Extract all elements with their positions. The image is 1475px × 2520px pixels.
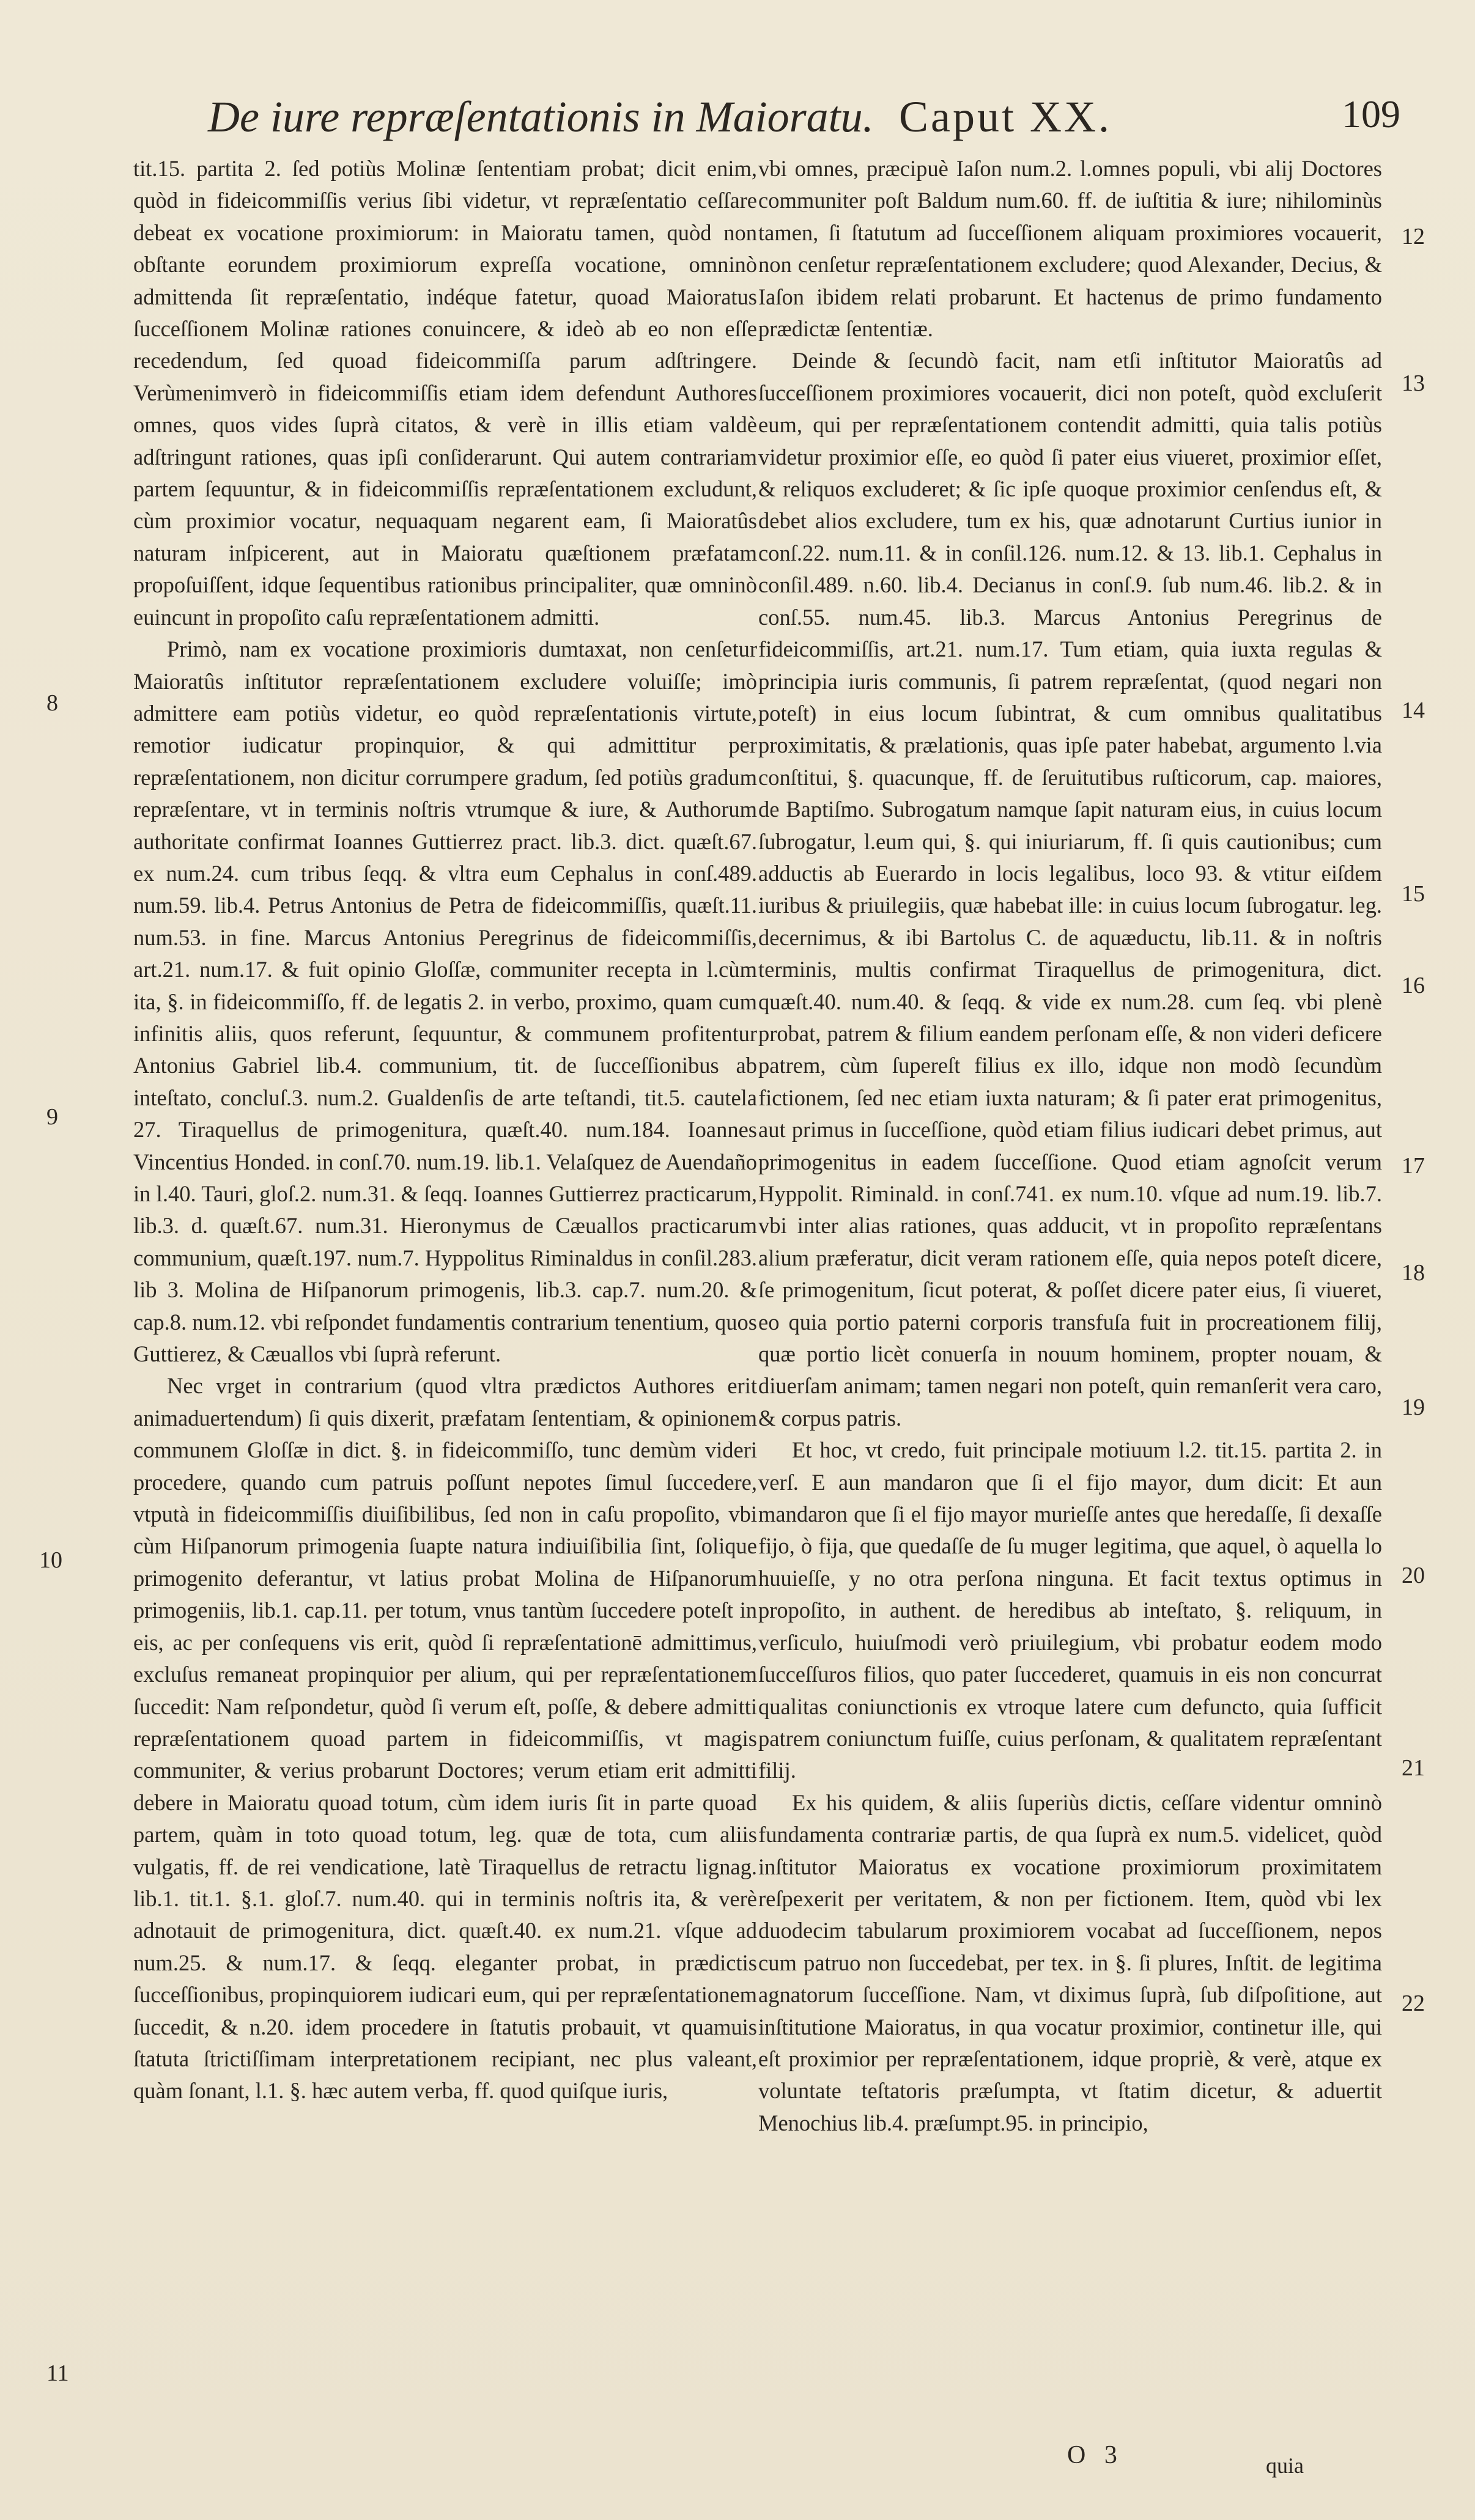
running-title: De iure repræſentationis in Maioratu. xyxy=(208,92,874,141)
margin-number: 12 xyxy=(1402,224,1425,249)
paragraph: vbi omnes, præcipuè Iaſon num.2. l.omnes populi, vbi alij Doctores communiter poſt Baldum num.60. ff. de iuſtitia & iure; nihilominùs tamen, ſi ſtatutum ad ſucceſſionem aliquam proximiores vocauerit, non cenſetur repræſentationem excludere; quod Alexander, Decius, & Iaſon ibidem relati probarunt. Et hactenus de primo fundamento prædictæ ſententiæ. xyxy=(758,156,1382,342)
left-column xyxy=(133,153,757,2107)
margin-number: 18 xyxy=(1402,1260,1425,1286)
right-column xyxy=(758,153,1382,2139)
margin-number: 15 xyxy=(1402,881,1425,907)
paragraph: Ex his quidem, & aliis ſuperiùs dictis, ceſſare videntur omninò fundamenta contrariæ partis, de qua ſuprà ex num.5. videlicet, quòd inſtitutor Maioratus ex vocatione proximiorum proximitatem reſpexerit per veritatem, & non per fictionem. Item, quòd vbi lex duodecim tabularum proximiorem vocabat ad ſucceſſionem, nepos cum patruo non ſuccedebat, per tex. in §. ſi plures, Inſtit. de legitima agnatorum ſucceſſione. Nam, vt diximus ſuprà, ſub diſpoſitione, aut inſtitutione Maioratus, in qua vocatur proximior, continetur ille, qui eſt proximior per repræſentationem, idque propriè, & verè, atque ex voluntate teſtatoris præſumpta, vt ſtatim dicetur, & aduertit Menochius lib.4. præſumpt.95. in principio, xyxy=(758,1789,1382,2135)
margin-number: 16 xyxy=(1402,973,1425,998)
chapter-label: Caput XX. xyxy=(899,92,1112,141)
signature-mark: O 3 xyxy=(1067,2441,1123,2469)
margin-number: 10 xyxy=(39,1547,62,1573)
margin-number: 19 xyxy=(1402,1394,1425,1420)
paragraph: Et hoc, vt credo, fuit principale motiuum l.2. tit.15. partita 2. in verſ. E aun mandaron que ſi el fijo mayor, dum dicit: Et aun mandaron que ſi el fijo mayor murieſſe antes que heredaſſe, ſi dexaſſe fijo, ò fija, que quedaſſe de ſu muger legitima, que aquel, ò aquella lo huuieſſe, y no otra perſona ninguna. Et facit textus optimus in propoſito, in authent. de heredibus ab inteſtato, §. reliquum, in verſiculo, huiuſmodi verò priuilegium, vbi probatur eodem modo ſucceſſuros filios, quo pater ſuccederet, quamuis in eis non concurrat qualitas coniunctionis ex vtroque latere cum defuncto, quia ſufficit patrem coniunctum fuiſſe, cuius perſonam, & qualitatem repræſentant filij. xyxy=(758,1437,1382,1783)
margin-number: 14 xyxy=(1402,698,1425,723)
paragraph: Deinde & ſecundò facit, nam etſi inſtitutor Maioratûs ad ſucceſſionem proximiores vocauerit, dici non poteſt, quòd excluſerit eum, qui per repræſentationem contendit admitti, quia talis potiùs videtur proximior eſſe, eo quòd ſi pater eius viueret, proximior eſſet, & reliquos excluderet; & ſic ipſe quoque proximior cenſendus eſt, & debet alios excludere, tum ex his, quæ adnotarunt Curtius iunior in conſ.22. num.11. & in conſil.126. num.12. & 13. lib.1. Cephalus in conſil.489. n.60. lib.4. Decianus in conſ.9. ſub num.46. lib.2. & in conſ.55. num.45. lib.3. Marcus Antonius Peregrinus de fideicommiſſis, art.21. num.17. Tum etiam, quia iuxta regulas & principia iuris communis, ſi patrem repræſentat, (quod negari non poteſt) in eius locum ſubintrat, & cum omnibus qualitatibus proximitatis, & prælationis, quas ipſe pater habebat, argumento l.via conſtitui, §. quacunque, ff. de ſeruitutibus ruſticorum, cap. maiores, de Baptiſmo. Subrogatum namque ſapit naturam eius, in cuius locum ſubrogatur, l.eum qui, §. qui iniuriarum, ff. ſi quis cautionibus; cum adductis ab Euerardo in locis legalibus, loco 93. & vtitur eiſdem iuribus & priuilegiis, quæ habebat ille: in cuius locum ſubrogatur. leg. decernimus, & ibi Bartolus C. de aquæductu, lib.11. & in noſtris terminis, multis confirmat Tiraquellus de primogenitura, dict. quæſt.40. num.40. & ſeqq. & vide ex num.28. cum ſeq. vbi plenè probat, patrem & filium eandem perſonam eſſe, & non videri deficere patrem, cùm ſupereſt filius ex illo, idque non modò ſecundùm fictionem, ſed nec etiam iuxta naturam; & ſi pater erat primogenitus, aut primus in ſucceſſione, quòd etiam filius iudicari debet primus, aut primogenitus in eadem ſucceſſione. Quod etiam agnoſcit verum Hyppolit. Riminald. in conſ.741. ex num.10. vſque ad num.19. lib.7. vbi inter alias rationes, quas adducit, vt in propoſito repræſentans alium præferatur, dicit veram rationem eſſe, quia nepos poteſt dicere, ſe primogenitum, ſicut poterat, & poſſet dicere pater eius, ſi viueret, eo quia portio paterni corporis transfuſa fuit in procreationem filij, quæ portio licèt conuerſa in nouum hominem, propter nouam, & diuerſam animam; tamen negari non poteſt, quin remanſerit vera caro, & corpus patris. xyxy=(758,348,1382,1431)
paragraph: tit.15. partita 2. ſed potiùs Molinæ ſententiam probat; dicit enim, quòd in fideicommiſſis verius ſibi videtur, vt repræſentatio ceſſare debeat ex vocatione proximiorum: in Maioratu tamen, quòd non obſtante eorundem proximiorum expreſſa vocatione, omninò admittenda ſit repræſentatio, indéque fatetur, quoad Maioratus ſucceſſionem Molinæ rationes conuincere, & ideò ab eo non eſſe recedendum, ſed quoad fideicommiſſa parum adſtringere. Verùmenimverò in fideicommiſſis etiam idem defendunt Authores omnes, quos vides ſuprà citatos, & verè in illis etiam valdè adſtringunt rationes, quas ipſi conſiderarunt. Qui autem contrariam partem ſequuntur, & in fideicommiſſis repræſentationem excludunt, cùm proximior vocatur, nequaquam negarent eam, ſi Maioratûs naturam inſpicerent, aut in Maioratu quæſtionem præfatam propoſuiſſent, idque ſequentibus rationibus principaliter, quæ omninò euincunt in propoſito caſu repræſentationem admitti. xyxy=(133,156,757,630)
page-number: 109 xyxy=(1342,92,1400,136)
running-header xyxy=(208,92,1400,147)
margin-number: 11 xyxy=(46,2360,69,2386)
margin-number: 21 xyxy=(1402,1755,1425,1781)
paragraph: Nec vrget in contrarium (quod vltra prædictos Authores erit animaduertendum) ſi quis dixerit, præfatam ſententiam, & opinionem communem Gloſſæ in dict. §. in fideicommiſſo, tunc demùm videri procedere, quando cum patruis poſſunt nepotes ſimul ſuccedere, vtputà in fideicommiſſis diuiſibilibus, ſed non in caſu propoſito, vbi cùm Hiſpanorum primogenia ſuapte natura indiuiſibilia ſint, ſolique primogenito deferantur, vt latius probat Molina de Hiſpanorum primogeniis, lib.1. cap.11. per totum, vnus tantùm ſuccedere poteſt in eis, ac per conſequens vis erit, quòd ſi repræſentationē admittimus, excluſus remaneat propinquior per alium, qui per repræſentationem ſuccedit: Nam reſpondetur, quòd ſi verum eſt, poſſe, & debere admitti repræſentationem quoad partem in fideicommiſſis, vt magis communiter, & verius probarunt Doctores; verum etiam erit admitti debere in Maioratu quoad totum, cùm idem iuris ſit in parte quoad partem, quàm in toto quoad totum, leg. quæ de tota, cum aliis vulgatis, ff. de rei vendicatione, latè Tiraquellus de retractu lignag. lib.1. tit.1. §.1. gloſ.7. num.40. qui in terminis noſtris ita, & verè adnotauit de primogenitura, dict. quæſt.40. ex num.21. vſque ad num.25. & num.17. & ſeqq. eleganter probat, in prædictis ſucceſſionibus, propinquiorem iudicari eum, qui per repræſentationem ſuccedit, & n.20. idem procedere in ſtatutis probauit, vt quamuis ſtatuta ſtrictiſſimam interpretationem recipiant, nec plus valeant, quàm ſonant, l.1. §. hæc autem verba, ff. quod quiſque iuris, xyxy=(133,1373,757,2104)
margin-number: 8 xyxy=(46,690,58,716)
paragraph: Primò, nam ex vocatione proximioris dumtaxat, non cenſetur Maioratûs inſtitutor repræſentationem excludere voluiſſe; imò admittere eam potiùs videtur, eo quòd repræſentationis virtute, remotior iudicatur propinquior, & qui admittitur per repræſentationem, non dicitur corrumpere gradum, ſed potiùs gradum repræſentare, vt in terminis noſtris vtrumque & iure, & Authorum authoritate confirmat Ioannes Guttierrez pract. lib.3. dict. quæſt.67. ex num.24. cum tribus ſeqq. & vltra eum Cephalus in conſ.489. num.59. lib.4. Petrus Antonius de Petra de fideicommiſſis, quæſt.11. num.53. in fine. Marcus Antonius Peregrinus de fideicommiſſis, art.21. num.17. & fuit opinio Gloſſæ, communiter recepta in l.cùm ita, §. in fideicommiſſo, ff. de legatis 2. in verbo, proximo, quam cum infinitis aliis, quos referunt, ſequuntur, & communem profitentur Antonius Gabriel lib.4. communium, tit. de ſucceſſionibus ab inteſtato, concluſ.3. num.2. Gualdenſis de arte teſtandi, tit.5. cautela 27. Tiraquellus de primogenitura, quæſt.40. num.184. Ioannes Vincentius Honded. in conſ.70. num.19. lib.1. Velaſquez de Auendaño in l.40. Tauri, gloſ.2. num.31. & ſeqq. Ioannes Guttierrez practicarum, lib.3. d. quæſt.67. num.31. Hieronymus de Cæuallos practicarum communium, quæſt.197. num.7. Hyppolitus Riminaldus in conſil.283. lib 3. Molina de Hiſpanorum primogenis, lib.3. cap.7. num.20. & cap.8. num.12. vbi reſpondet fundamentis contrarium tenentium, quos Guttierez, & Cæuallos vbi ſuprà referunt. xyxy=(133,636,757,1367)
margin-number: 13 xyxy=(1402,370,1425,396)
margin-number: 9 xyxy=(46,1104,58,1130)
margin-number: 22 xyxy=(1402,1991,1425,2016)
margin-number: 20 xyxy=(1402,1563,1425,1588)
margin-number: 17 xyxy=(1402,1153,1425,1179)
catchword: quia xyxy=(1266,2453,1304,2478)
